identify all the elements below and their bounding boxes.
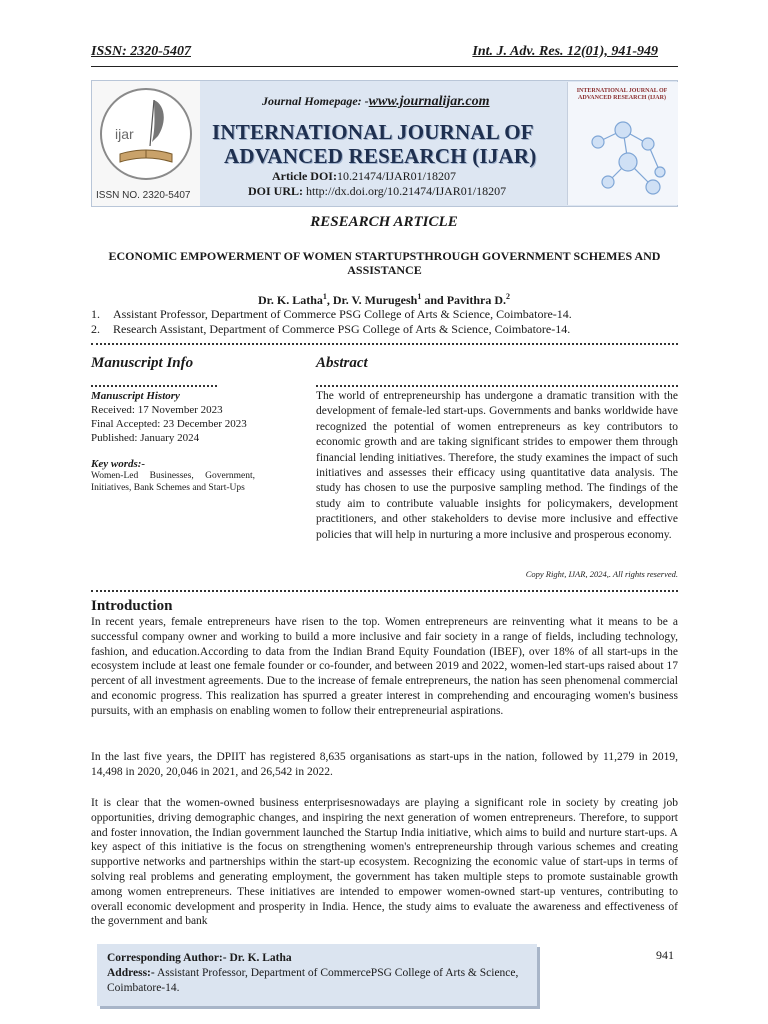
cover-title: INTERNATIONAL JOURNAL OF ADVANCED RESEARCH (IJAR) [576,88,668,101]
intro-paragraph-3: It is clear that the women-owned business enterprisesnowadays are playing a significant role in society by creating job opportunities, driving demographic changes, and inspiring the next generation of women entrepreneurs. Therefore, to support and foster innovation, the Indian government launched the Startup India initiative, which aims to build and nurture start-ups. A key aspect of this initiative is the focus on strengthening women's entrepreneurship through various schemes and creating supportive networks and partnerships within the start-up ecosystem. Recognizing the economic value of start-ups in terms of solving real problems and generating employment, the government has taken multiple steps to promote sustainable growth among women entrepreneurs. These initiatives are intended to empower women-owned start-up ventures, contributing to overall economic development and prosperity in India. Hence, the study aims to evaluate the awareness and effectiveness of the government and bank [91,797,678,928]
header-rule [91,66,678,67]
header-issn: ISSN: 2320-5407 [91,44,191,59]
intro-paragraph-1: In recent years, female entrepreneurs have risen to the top. Women entrepreneurs are reinventing what it means to be a successful company owner and working to build a more inclusive and fair society in a range of fields, including technology, fashion, and education.According to data from the Indian Brand Equity Foundation (IBEF), over 18% of all start-ups in the ecosystem include at least one female founder or co-founder, and between 2019 and 2022, women-led start-ups raised about 17 percent of all investment agreements. Due to the increase of female entrepreneurs, the nation has seen phenomenal commercial and economic progress. This realization has spurred a greater interest in comprehending and encouraging women's business pursuits, with an emphasis on enabling women to follow their entrepreneurial aspirations. [91,616,678,717]
doi-value: 10.21474/IJAR01/18207 [336,169,456,183]
corresponding-author-box [97,944,537,1006]
introduction-heading: Introduction [91,598,173,614]
address-label: Address:- [107,967,155,979]
dotted-divider [91,590,678,592]
affiliation-2 [91,322,570,337]
affiliation-1 [91,307,572,322]
journal-homepage [262,94,490,110]
paper-title: ECONOMIC EMPOWERMENT OF WOMEN STARTUPSTHROUGH GOVERNMENT SCHEMES AND ASSISTANCE [108,249,661,277]
manuscript-history-label: Manuscript History [91,390,180,402]
quill-book-logo-icon [100,88,192,180]
author-and: and [424,293,444,307]
author-3-affil: 2 [506,292,511,301]
doi-url-label: DOI URL: [248,184,304,198]
author-list: Dr. K. Latha$^1$, Dr. V. Murugesh$^1$ and Pavithra D.$^2$ [257,292,511,307]
author-2: Dr. V. Murugesh [332,293,418,307]
abstract-text: The world of entrepreneurship has undergone a dramatic transition with the development of female-led start-ups. Governments and banks worldwide have recognized the potential of women entrepreneurs as key contributors to economic growth and are taking significant strides to empower them through financial lending initiatives. Therefore, the study examines the impact of such initiatives and assesses their efficacy using quantitative data analysis. The study has chosen to use the purposive sampling method. The findings of the study aim to contribute valuable insights for policymakers, development practitioners, and other stakeholders to devise more inclusive and effective policies that will help in nurturing a more inclusive and prosperous economy. [316,390,678,541]
page-number: 941 [656,948,674,962]
logo-issn: ISSN NO. 2320-5407 [96,190,191,201]
doi-url [248,184,506,199]
logo-text: ijar [115,126,134,142]
accepted-date: Final Accepted: 23 December 2023 [91,418,247,430]
author-3: Pavithra D. [446,293,507,307]
affiliation-number: 1. [91,307,100,321]
doi-url-link[interactable]: http://dx.doi.org/10.21474/IJAR01/18207 [306,184,507,198]
header-citation: Int. J. Adv. Res. 12(01), 941-949 [472,44,658,59]
author-1: Dr. K. Latha [257,293,323,307]
intro-paragraph-2: In the last five years, the DPIIT has registered 8,635 organisations as start-ups in the nation, followed by 11,279 in 2019, 14,498 in 2020, 20,046 in 2021, and 26,542 in 2022. [91,751,678,778]
affiliation-number: 2. [91,322,100,336]
dotted-divider [91,343,678,345]
article-type: RESEARCH ARTICLE [310,214,458,230]
journal-title-line1: INTERNATIONAL JOURNAL OF [212,120,534,144]
address-text: Assistant Professor, Department of CommercePSG College of Arts & Science, Coimbatore-14. [107,967,519,994]
manuscript-info-heading: Manuscript Info [91,355,194,371]
author-2-affil: 1 [417,292,422,301]
affiliation-text: Assistant Professor, Department of Commerce PSG College of Arts & Science, Coimbatore-14. [113,307,572,321]
keywords: Women-Led Businesses, Government, Initiatives, Bank Schemes and Start-Ups [91,471,255,493]
published-date: Published: January 2024 [91,432,200,444]
dotted-divider [91,385,217,387]
copyright-notice: Copy Right, IJAR, 2024,. All rights reserved. [525,569,678,579]
abstract-heading: Abstract [316,355,368,371]
author-1-affil: 1 [322,292,327,301]
homepage-link[interactable]: www.journalijar.com [368,94,490,109]
corresponding-address [107,966,527,996]
affiliation-text: Research Assistant, Department of Commerce PSG College of Arts & Science, Coimbatore-14. [113,322,571,336]
journal-title-line2: ADVANCED RESEARCH (IJAR) [224,144,537,168]
article-doi [272,169,456,184]
keywords-label: Key words:- [91,458,146,470]
doi-label: Article DOI: [272,169,337,183]
corresponding-author: Corresponding Author:- Dr. K. Latha [107,952,292,964]
dotted-divider [316,385,678,387]
journal-title [212,120,536,168]
homepage-label: Journal Homepage: - [262,94,369,108]
received-date: Received: 17 November 2023 [91,404,223,416]
